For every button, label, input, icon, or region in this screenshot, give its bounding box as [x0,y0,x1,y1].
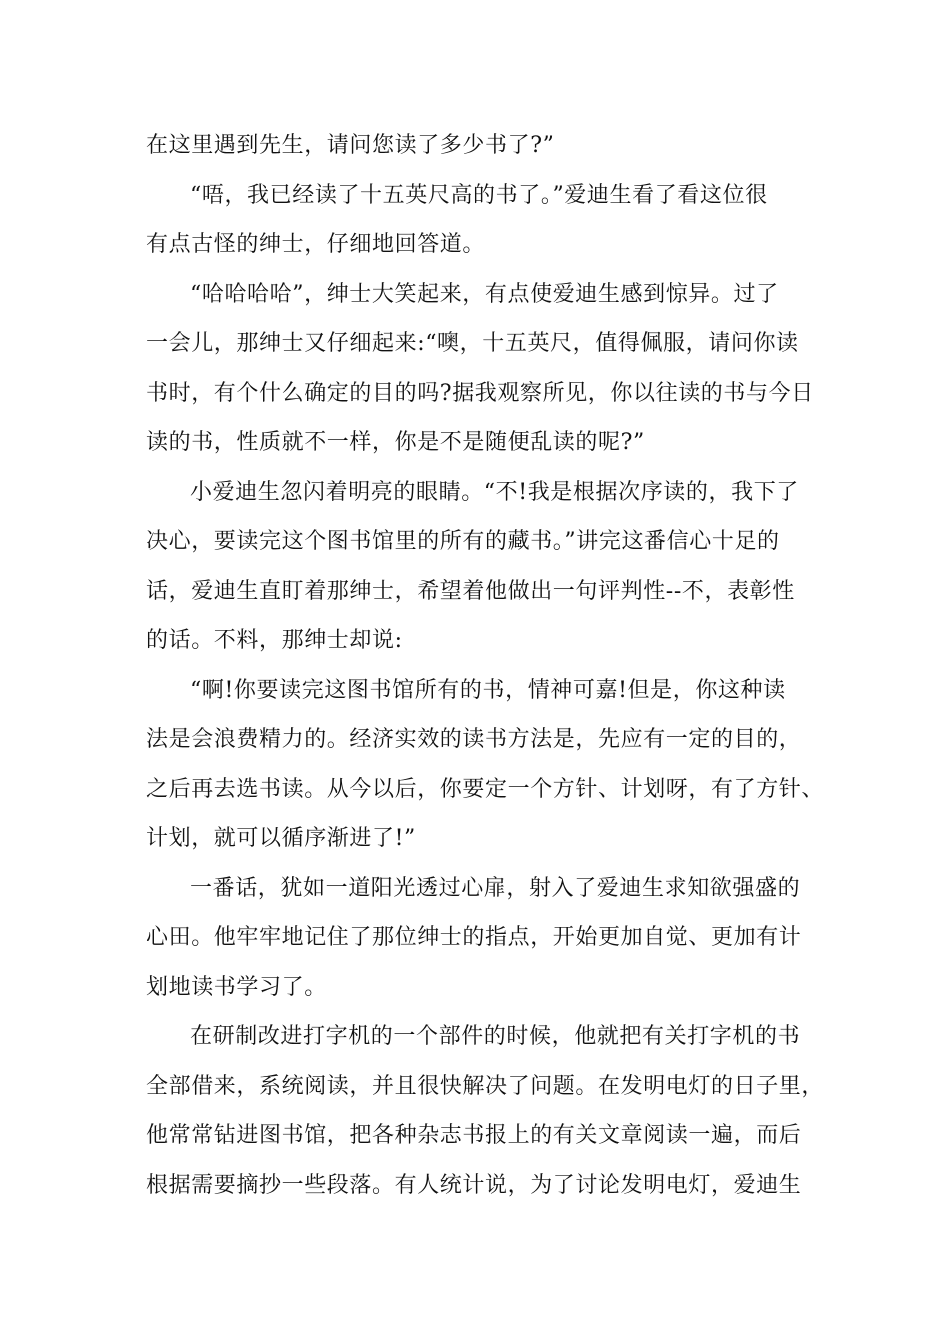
text-line: 划地读书学习了。 [146,974,327,1000]
text-line: 在研制改进打字机的一个部件的时候，他就把有关打字机的书 [190,1024,801,1049]
text-line: 法是会浪费精力的。经济实效的读书方法是，先应有一定的目的， [146,727,802,752]
text-line: 心田。他牢牢地记住了那位绅士的指点，开始更加自觉、更加有计 [146,925,802,950]
body-text [146,128,826,1217]
text-line: “啊!你要读完这图书馆所有的书，情神可嘉!但是，你这种读 [190,677,786,703]
text-line: 决心，要读完这个图书馆里的所有的藏书。”讲完这番信心十足的 [146,529,780,554]
text-line: 读的书，性质就不一样，你是不是随便乱读的呢?” [146,430,645,455]
text-line: 一会儿，那绅士又仔细起来:“噢，十五英尺，值得佩服，请问你读 [146,331,799,356]
text-line: 一番话，犹如一道阳光透过心扉，射入了爱迪生求知欲强盛的 [190,875,801,901]
text-line: 话，爱迪生直盯着那绅士，希望着他做出一句评判性--不，表彰性 [146,578,795,604]
text-line: 他常常钻进图书馆，把各种杂志书报上的有关文章阅读一遍，而后 [146,1123,802,1148]
text-line: “唔，我已经读了十五英尺高的书了。”爱迪生看了看这位很 [190,182,768,208]
text-line: 的话。不料，那绅士却说: [146,628,403,653]
text-line: “哈哈哈哈”，绅士大笑起来，有点使爱迪生感到惊异。过了 [190,281,779,307]
text-line: 有点古怪的绅士，仔细地回答道。 [146,232,486,257]
text-line: 书时，有个什么确定的目的吗?据我观察所见，你以往读的书与今日 [146,380,814,406]
text-line: 在这里遇到先生，请问您读了多少书了?” [146,133,555,158]
text-line: 之后再去选书读。从今以后，你要定一个方针、计划呀，有了方针、 [146,776,825,802]
text-line: 小爱迪生忽闪着明亮的眼睛。“不!我是根据次序读的，我下了 [190,479,799,505]
text-line: 根据需要摘抄一些段落。有人统计说，为了讨论发明电灯，爱迪生 [146,1172,802,1198]
text-line: 全部借来，系统阅读，并且很快解决了问题。在发明电灯的日子里， [146,1073,825,1099]
text-line: 计划，就可以循序渐进了!” [146,826,416,851]
